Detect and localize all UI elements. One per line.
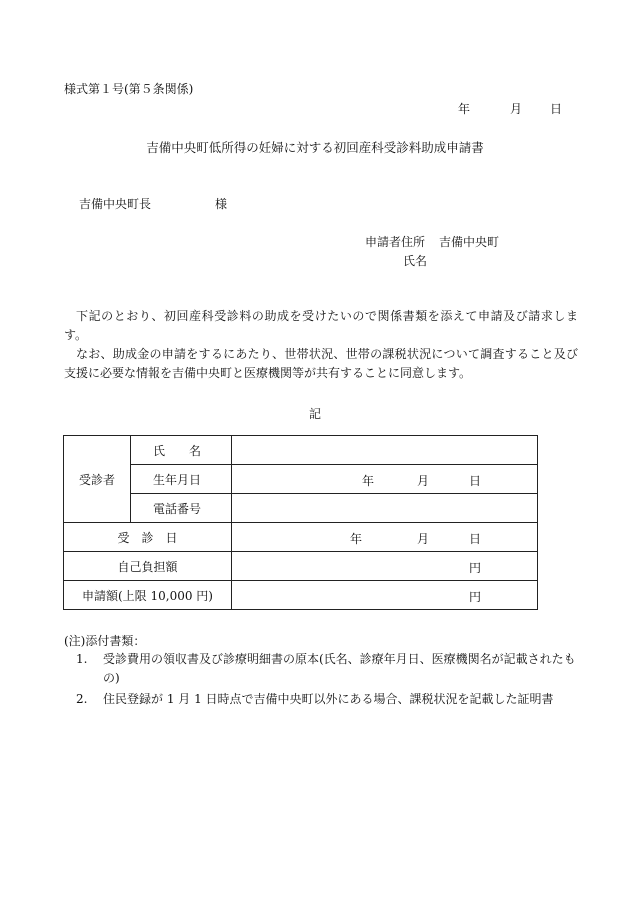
list-item — [76, 690, 580, 709]
phone-label-cell — [131, 494, 232, 523]
date-day-label: 日 — [550, 102, 563, 116]
name-label: 氏 名 — [153, 443, 202, 458]
exam-month-label: 月 — [417, 532, 430, 546]
document-title: 吉備中央町低所得の妊婦に対する初回産科受診料助成申請書 — [146, 140, 484, 155]
examinee-group-label: 受診者 — [64, 436, 131, 523]
table-row — [64, 581, 538, 610]
list-item — [76, 650, 580, 688]
exam-year-label: 年 — [350, 532, 363, 546]
body-text — [64, 307, 578, 383]
addressee — [79, 195, 227, 212]
exam-date-label: 受 診 日 — [64, 523, 232, 552]
addressee-name: 吉備中央町長 — [79, 197, 152, 211]
applicant-address-label: 申請者住所 — [365, 235, 426, 249]
list-item-text: 住民登録が 1 月 1 日時点で吉備中央町以外にある場合、課税状況を記載した証明書 — [103, 692, 554, 706]
table-row — [64, 436, 538, 465]
exam-day-label: 日 — [469, 532, 482, 546]
birth-day-label: 日 — [469, 474, 482, 488]
table-row — [64, 465, 538, 494]
table-row — [64, 523, 538, 552]
list-item-number: 2. — [76, 692, 88, 706]
self-pay-yen-label: 円 — [469, 561, 482, 575]
table-row — [64, 552, 538, 581]
attachments-list — [76, 650, 580, 711]
name-field[interactable] — [232, 436, 538, 465]
list-item-text: 受診費用の領収書及び診療明細書の原本(氏名、診療年月日、医療機関名が記載されたもの) — [103, 652, 576, 685]
birthdate-field[interactable] — [232, 465, 538, 494]
self-pay-label: 自己負担額 — [64, 552, 232, 581]
request-amount-label: 申請額(上限 10,000 円) — [64, 581, 232, 610]
request-amount-field[interactable] — [232, 581, 538, 610]
date-year-label: 年 — [458, 102, 471, 116]
body-paragraph-2: なお、助成金の申請をするにあたり、世帯状況、世帯の課税状況について調査すること及び支援に必要な情報を吉備中央町と医療機関等が共有することに同意します。 — [64, 347, 578, 380]
list-item-number: 1. — [76, 652, 88, 666]
phone-field[interactable] — [232, 494, 538, 523]
name-label-cell — [131, 436, 232, 465]
addressee-honorific: 様 — [215, 197, 228, 211]
exam-date-field[interactable] — [232, 523, 538, 552]
body-paragraph-1: 下記のとおり、初回産科受診料の助成を受けたいので関係書類を添えて申請及び請求します。 — [64, 309, 578, 342]
birthdate-label: 生年月日 — [153, 472, 202, 487]
birth-month-label: 月 — [417, 474, 430, 488]
table-row — [64, 494, 538, 523]
ki-heading: 記 — [308, 407, 321, 421]
application-table — [63, 435, 538, 610]
applicant-name-label: 氏名 — [403, 254, 428, 268]
birthdate-label-cell — [131, 465, 232, 494]
self-pay-field[interactable] — [232, 552, 538, 581]
date-month-label: 月 — [510, 102, 523, 116]
request-yen-label: 円 — [469, 590, 482, 604]
applicant-address — [365, 233, 499, 250]
submission-date — [458, 100, 562, 117]
attachments-heading: (注)添付書類： — [64, 634, 146, 648]
applicant-address-value: 吉備中央町 — [439, 235, 500, 249]
form-number: 様式第１号(第５条関係) — [64, 82, 194, 96]
phone-label: 電話番号 — [153, 501, 202, 516]
birth-year-label: 年 — [362, 474, 375, 488]
